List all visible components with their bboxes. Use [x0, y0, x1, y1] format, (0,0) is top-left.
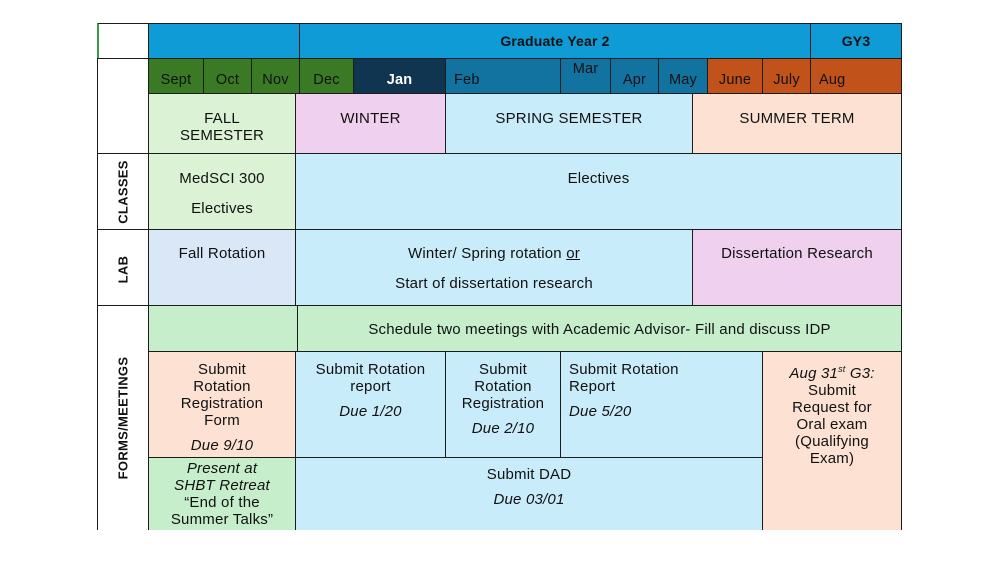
shbt-retreat-talk [148, 457, 296, 530]
retreat-line3: “End of the [184, 494, 260, 511]
spring-report-due: Due 5/20 [569, 403, 632, 420]
month-aug: Aug [810, 58, 902, 94]
lab-winter-spring-line1: Winter/ Spring rotation or [408, 245, 580, 262]
fall-semester [148, 93, 296, 154]
month-dec: Dec [299, 58, 354, 94]
classes-fall-line2: Electives [191, 200, 253, 217]
lab-row-label [97, 229, 149, 306]
month-may: May [658, 58, 708, 94]
winter-report-line2: report [350, 378, 391, 395]
month-nov: Nov [251, 58, 300, 94]
month-apr: Apr [610, 58, 659, 94]
lab-dissertation-research: Dissertation Research [692, 229, 902, 306]
spring-reg-due: Due 2/10 [471, 420, 535, 437]
classes-fall-line1: MedSCI 300 [179, 170, 265, 187]
winter-report-due: Due 1/20 [339, 403, 402, 420]
header-spacer [148, 23, 300, 59]
forms-row-label [97, 305, 149, 530]
gy3-header: GY3 [810, 23, 902, 59]
month-sept: Sept [148, 58, 204, 94]
classes-fall [148, 153, 296, 230]
spring-report-line2: Report [569, 378, 616, 395]
qualifying-line2: Request for [792, 399, 872, 416]
corner-cell-terms [97, 93, 149, 154]
retreat-line4: Summer Talks” [170, 511, 274, 528]
lab-label-text: LAB [115, 255, 131, 284]
winter-report-line1: Submit Rotation [315, 361, 426, 378]
spring-report-line1: Submit Rotation [569, 361, 679, 378]
month-feb: Feb [445, 58, 561, 94]
qualifying-line5: Exam) [809, 450, 855, 467]
qualifying-line1: Submit [808, 382, 856, 399]
qualifying-line3: Oral exam [796, 416, 868, 433]
fall-reg-due: Due 9/10 [190, 437, 254, 454]
month-jan: Jan [353, 58, 446, 94]
fall-semester-line1: FALL [204, 110, 240, 127]
lab-fall-rotation: Fall Rotation [148, 229, 296, 306]
month-oct: Oct [203, 58, 252, 94]
qualifying-exam-request [762, 351, 902, 530]
forms-fall-blank [148, 305, 298, 352]
forms-label-text: FORMS/MEETINGS [115, 356, 131, 480]
dad-label: Submit DAD [486, 466, 572, 483]
qualifying-date: Aug 31st G3: [789, 364, 875, 382]
spring-rotation-registration [445, 351, 561, 458]
classes-electives: Electives [295, 153, 902, 230]
winter-term: WINTER [295, 93, 446, 154]
spring-reg-line3: Registration [461, 395, 545, 412]
fall-reg-line4: Form [204, 412, 240, 429]
winter-rotation-report [295, 351, 446, 458]
corner-cell-months [97, 58, 149, 94]
month-june: June [707, 58, 763, 94]
retreat-line2: SHBT Retreat [174, 477, 270, 494]
fall-rotation-registration [148, 351, 296, 458]
month-july: July [762, 58, 811, 94]
spring-reg-line1: Submit [479, 361, 527, 378]
classes-label-text: CLASSES [115, 159, 131, 224]
fall-reg-line3: Registration [180, 395, 264, 412]
classes-row-label [97, 153, 149, 230]
spring-reg-line2: Rotation [474, 378, 532, 395]
graduate-year-2-header: Graduate Year 2 [299, 23, 811, 59]
qualifying-line4: (Qualifying [795, 433, 869, 450]
month-mar: Mar [560, 58, 611, 94]
fall-reg-line2: Rotation [193, 378, 251, 395]
dad-due: Due 03/01 [493, 491, 565, 508]
corner-cell [97, 23, 149, 59]
retreat-line1: Present at [186, 460, 258, 477]
advisor-meetings: Schedule two meetings with Academic Advisor- Fill and discuss IDP [297, 305, 902, 352]
submit-dad [295, 457, 763, 530]
lab-winter-spring-line2: Start of dissertation research [395, 275, 593, 292]
or-underlined: or [566, 245, 580, 262]
summer-term: SUMMER TERM [692, 93, 902, 154]
spring-semester: SPRING SEMESTER [445, 93, 693, 154]
spring-rotation-report [560, 351, 763, 458]
lab-winter-spring [295, 229, 693, 306]
fall-semester-line2: SEMESTER [179, 127, 265, 144]
fall-reg-line1: Submit [198, 361, 246, 378]
